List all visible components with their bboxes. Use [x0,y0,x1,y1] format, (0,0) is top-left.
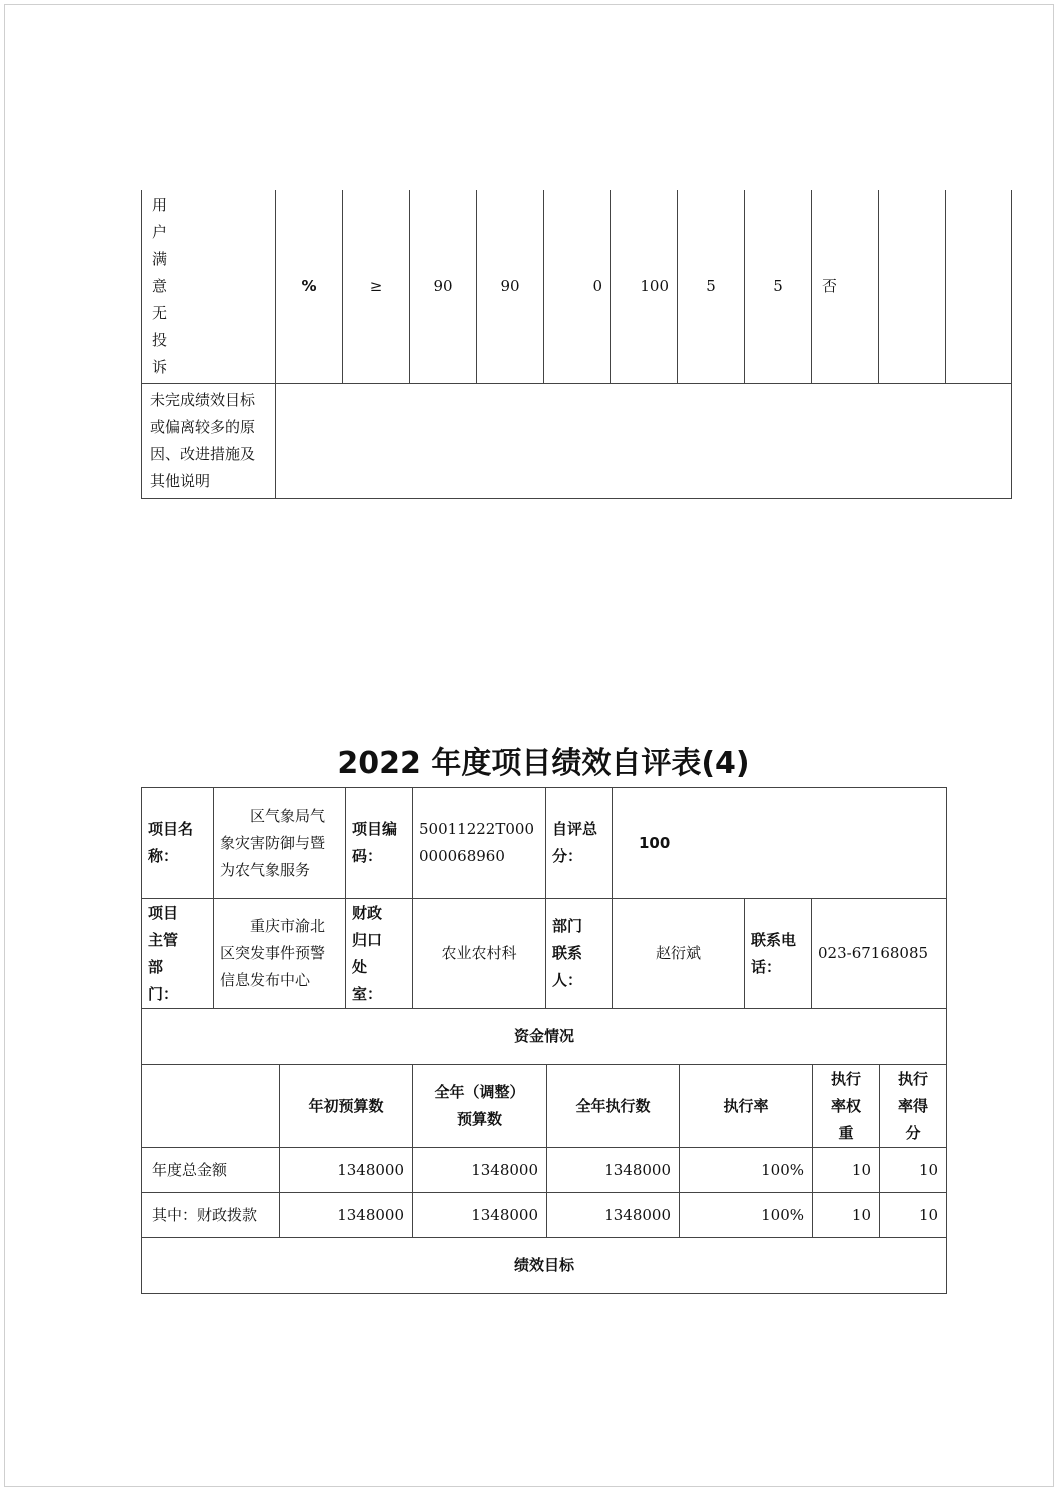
extra-cell-1 [879,190,946,384]
project-code-value: 50011222T000000068960 [413,788,546,899]
contact-label: 部门联系人： [546,899,613,1009]
project-info-table [141,787,947,1009]
funds-cell: 1348000 [280,1148,413,1193]
completion-cell: 100 [611,190,678,384]
perf-section-row [142,1238,947,1294]
project-name-value: 区气象局气象灾害防御与暨为农气象服务 [214,788,346,899]
funds-cell: 1348000 [547,1193,680,1238]
funds-section-row [142,1009,947,1065]
flag-cell: 否 [812,190,879,384]
project-name-row [142,788,947,899]
unit-cell: % [276,190,343,384]
funds-header-6: 执行率得分 [880,1065,947,1148]
funds-header-2: 全年（调整）预算数 [413,1065,547,1148]
note-label-cell [142,384,276,499]
funds-cell: 1348000 [547,1148,680,1193]
note-row [142,384,1012,499]
finance-value: 农业农村科 [413,899,546,1009]
weight-cell: 5 [678,190,745,384]
indicator-name: 用户满意无投诉 [152,196,186,376]
note-value-cell [276,384,1012,499]
funds-cell: 10 [880,1193,947,1238]
funds-cell: 1348000 [413,1193,547,1238]
funds-header-1: 年初预算数 [280,1065,413,1148]
project-name-label: 项目名称： [142,788,214,899]
finance-label: 财政归口处室： [346,899,413,1009]
funds-cell: 10 [813,1193,880,1238]
funds-cell: 10 [813,1148,880,1193]
indicator-name-cell [142,190,276,384]
funds-cell: 1348000 [280,1193,413,1238]
project-code-label: 项目编码： [346,788,413,899]
phone-value: 023-67168085 [812,899,947,1009]
extra-cell-2 [946,190,1012,384]
note-label: 未完成绩效目标或偏离较多的原因、改进措施及其他说明 [150,391,256,490]
dept-row [142,899,947,1009]
funds-section-title: 资金情况 [142,1009,947,1065]
funds-header-5: 执行率权重 [813,1065,880,1148]
actual-cell: 90 [477,190,544,384]
dept-label: 项目主管部门： [142,899,214,1009]
funds-table [141,1008,947,1294]
deviation-cell: 0 [544,190,611,384]
funds-header-3: 全年执行数 [547,1065,680,1148]
contact-value: 赵衍斌 [613,899,745,1009]
indicator-table [141,190,1012,499]
target-cell: 90 [410,190,477,384]
funds-row [142,1148,947,1193]
funds-cell: 100% [680,1193,813,1238]
self-score-value: 100 [613,788,947,899]
funds-cell: 100% [680,1148,813,1193]
funds-header-row [142,1065,947,1148]
indicator-row [142,190,1012,384]
form-title: 2022 年度项目绩效自评表(4) [337,746,750,781]
score-cell: 5 [745,190,812,384]
funds-cell: 1348000 [413,1148,547,1193]
phone-label: 联系电话： [745,899,812,1009]
funds-row [142,1193,947,1238]
funds-row-label: 年度总金额 [142,1148,280,1193]
funds-row-label: 其中：财政拨款 [142,1193,280,1238]
funds-header-4: 执行率 [680,1065,813,1148]
dept-value: 重庆市渝北区突发事件预警信息发布中心 [214,899,346,1009]
perf-section-title: 绩效目标 [142,1238,947,1294]
funds-cell: 10 [880,1148,947,1193]
funds-header-0 [142,1065,280,1148]
self-score-label: 自评总分： [546,788,613,899]
operator-cell: ≥ [343,190,410,384]
